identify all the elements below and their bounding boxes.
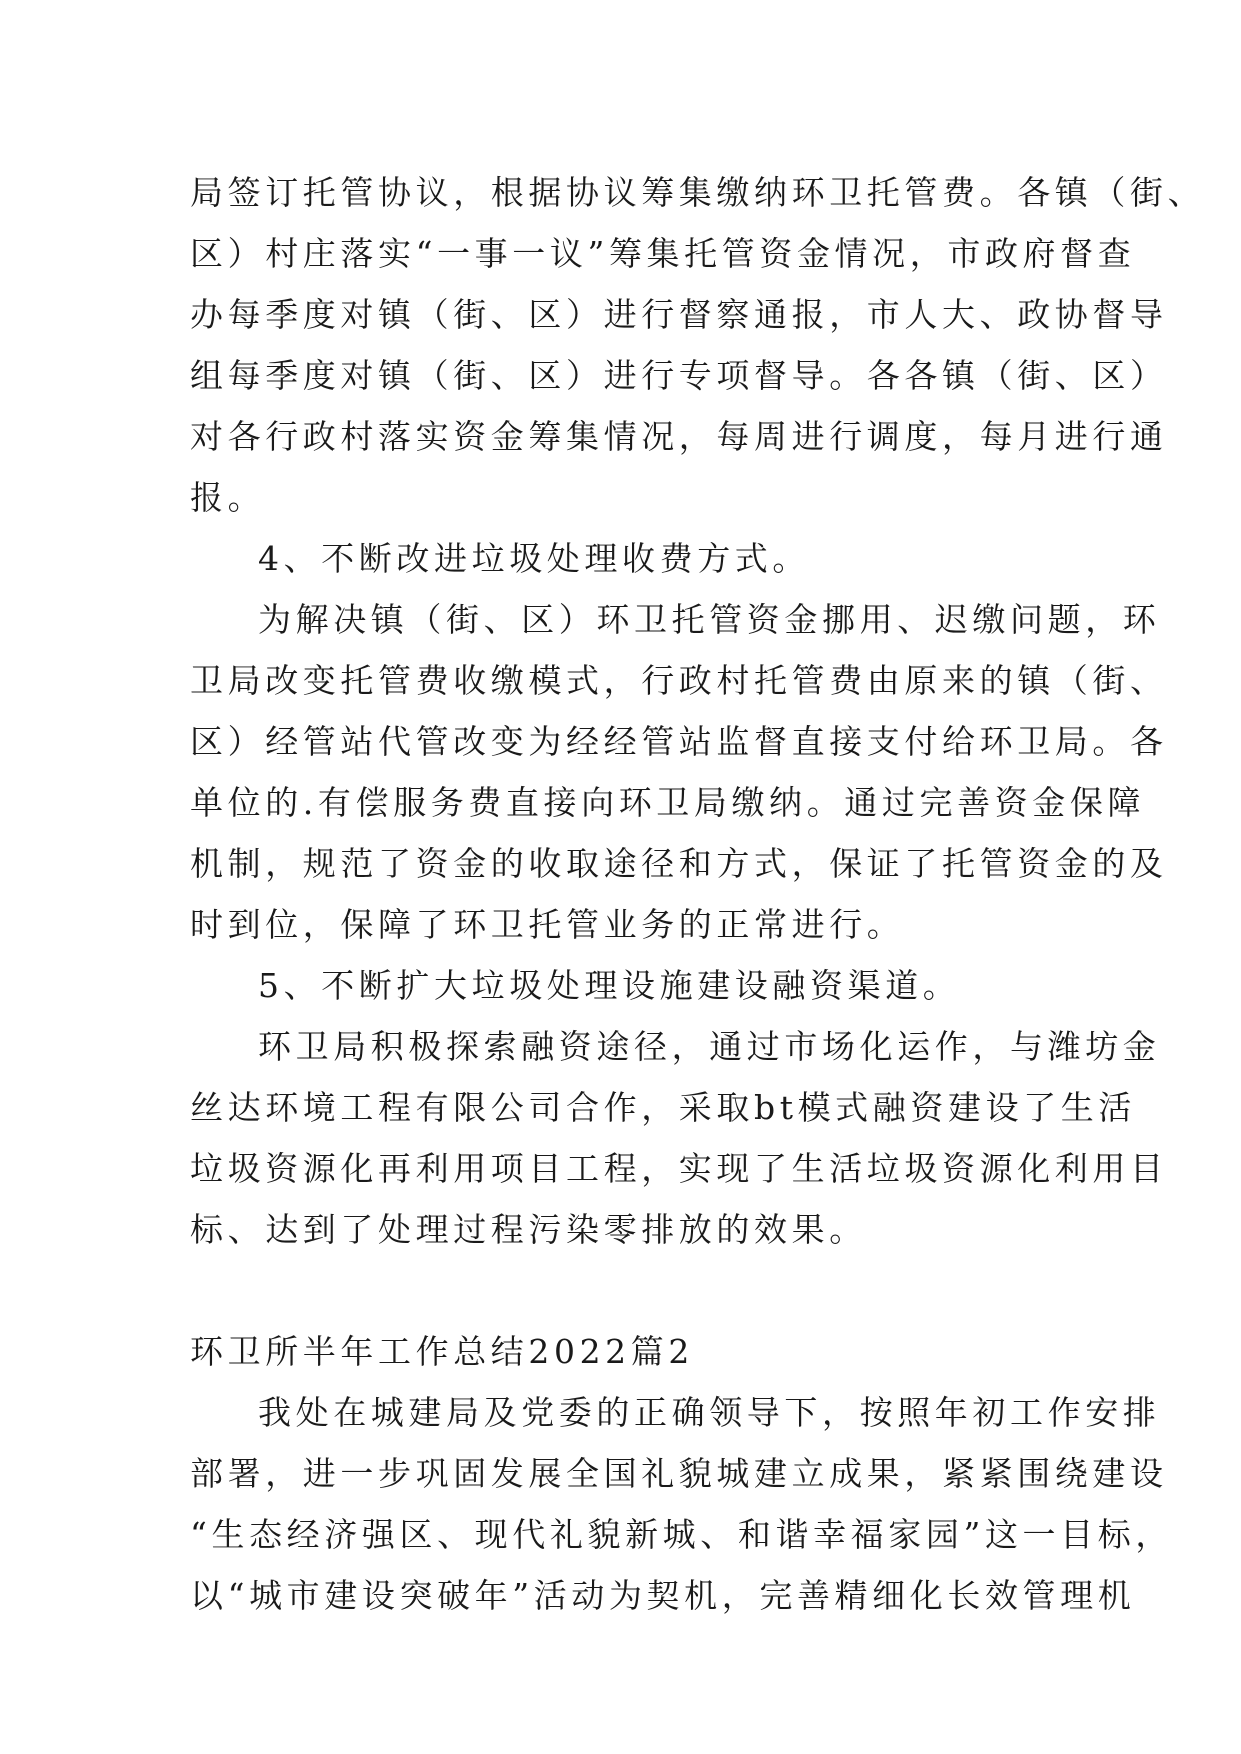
text-line: 丝达环境工程有限公司合作，采取bt模式融资建设了生活 [190, 1088, 1136, 1127]
document-page [190, 162, 1206, 1626]
text-line: 标、达到了处理过程污染零排放的效果。 [190, 1210, 867, 1249]
document-title: 环卫所半年工作总结2022篇2 [190, 1332, 694, 1371]
text-line: 报。 [190, 478, 266, 517]
text-line: 以“城市建设突破年”活动为契机，完善精细化长效管理机 [190, 1576, 1136, 1615]
text-line: 区）村庄落实“一事一议”筹集托管资金情况，市政府督查 [190, 234, 1136, 273]
text-line: 垃圾资源化再利用项目工程，实现了生活垃圾资源化利用目 [190, 1149, 1168, 1188]
text-line: 部署，进一步巩固发展全国礼貌城建立成果，紧紧围绕建设 [190, 1454, 1168, 1493]
text-line: 对各行政村落实资金筹集情况，每周进行调度，每月进行通 [190, 417, 1168, 456]
text-line: 单位的.有偿服务费直接向环卫局缴纳。通过完善资金保障 [190, 783, 1146, 822]
text-line: 区）经管站代管改变为经经管站监督直接支付给环卫局。各 [190, 722, 1168, 761]
text-line: 为解决镇（街、区）环卫托管资金挪用、迟缴问题，环 [258, 600, 1161, 639]
text-line: 办每季度对镇（街、区）进行督察通报，市人大、政协督导 [190, 295, 1168, 334]
section-heading: 5、不断扩大垃圾处理设施建设融资渠道。 [258, 966, 961, 1005]
text-line: 局签订托管协议，根据协议筹集缴纳环卫托管费。各镇（街、 [190, 173, 1206, 212]
text-line: 卫局改变托管费收缴模式，行政村托管费由原来的镇（街、 [190, 661, 1168, 700]
paragraph-gap [190, 1260, 1060, 1321]
text-line: “生态经济强区、现代礼貌新城、和谐幸福家园”这一目标， [190, 1515, 1173, 1554]
text-line: 组每季度对镇（街、区）进行专项督导。各各镇（街、区） [190, 356, 1168, 395]
text-line: 环卫局积极探索融资途径，通过市场化运作，与潍坊金 [258, 1027, 1161, 1066]
section-heading: 4、不断改进垃圾处理收费方式。 [258, 539, 810, 578]
text-line: 我处在城建局及党委的正确领导下，按照年初工作安排 [258, 1393, 1161, 1432]
text-line: 机制，规范了资金的收取途径和方式，保证了托管资金的及 [190, 844, 1168, 883]
text-line: 时到位，保障了环卫托管业务的正常进行。 [190, 905, 905, 944]
